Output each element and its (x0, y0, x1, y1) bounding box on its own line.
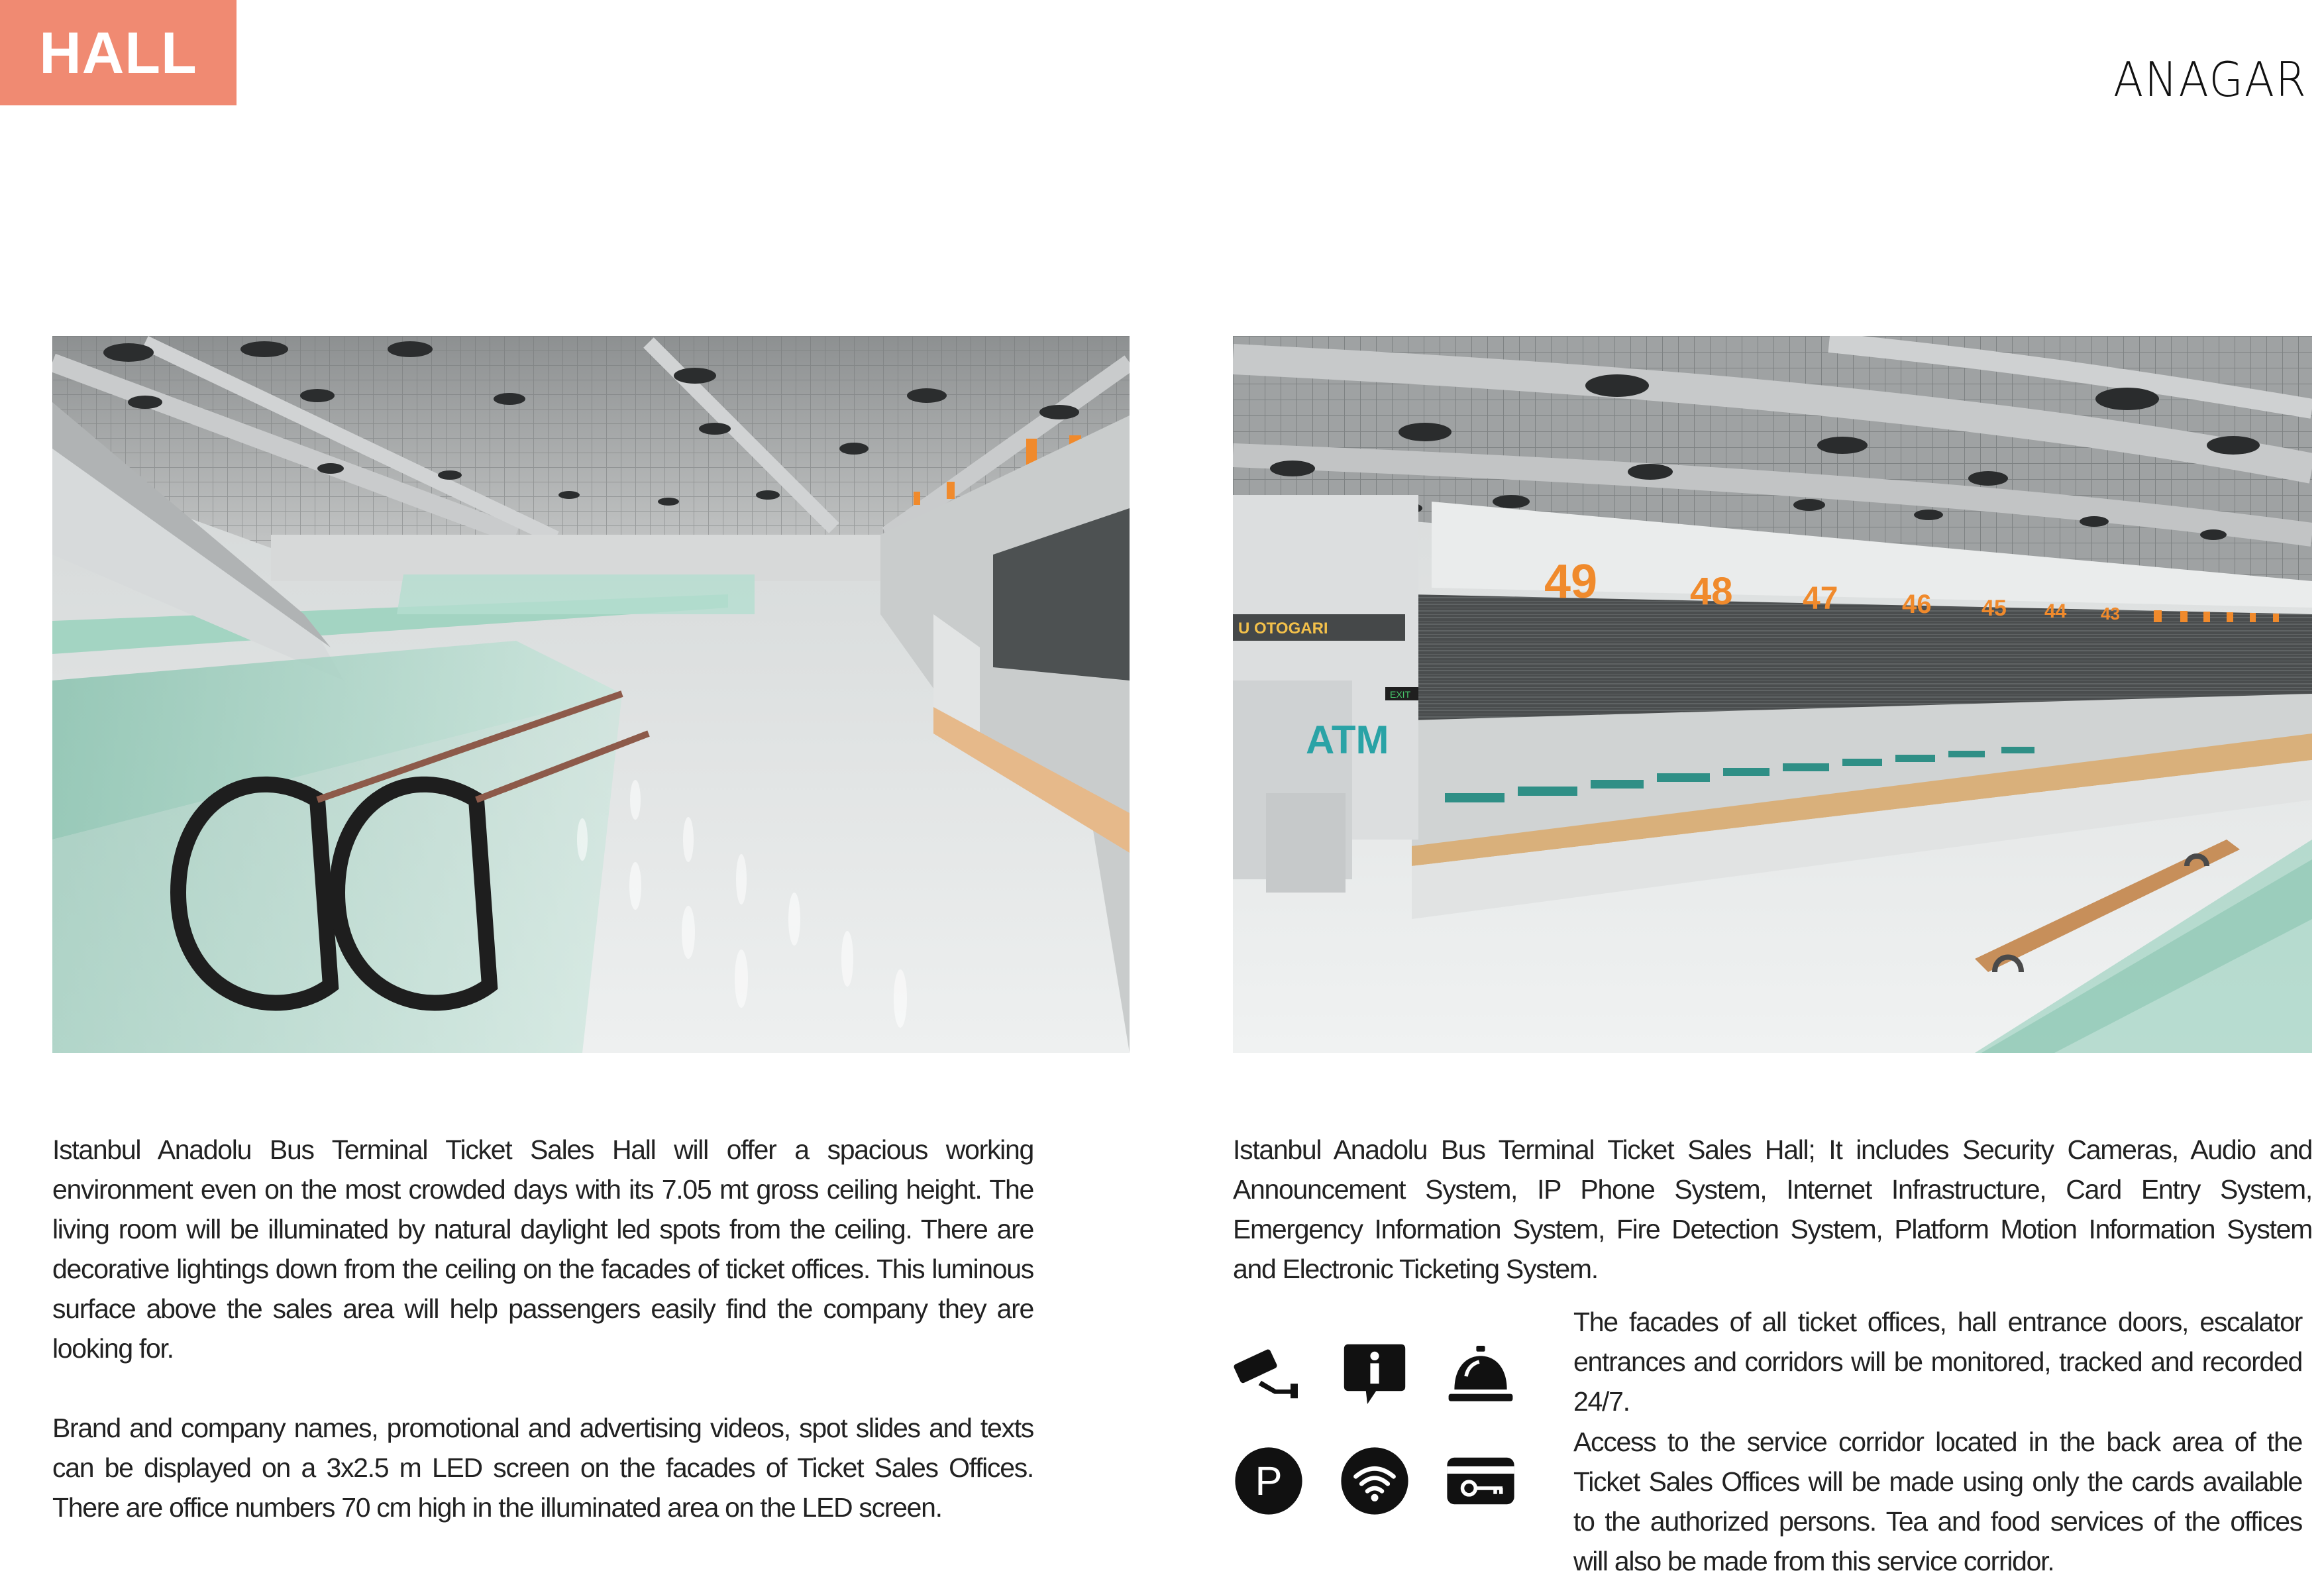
office-number: 43 (2101, 604, 2120, 624)
wifi-icon (1338, 1445, 1411, 1517)
hall-render-escalators (52, 336, 1130, 1053)
otogari-sign: U OTOGARI (1238, 620, 1328, 637)
ticket-offices-illustration (1233, 336, 2312, 1053)
escalator-hall-illustration (52, 336, 1130, 1053)
office-number: 47 (1803, 581, 1838, 616)
office-number: 48 (1690, 570, 1733, 613)
anagar-logo: ANAGAR (2113, 52, 2307, 107)
led-screen-paragraph: Brand and company names, promotional and advertising videos, spot slides and texts can be displayed on a 3x2.5 m LED screen on the facades of Ticket Sales Offices. There are office numbers 70 cm high in the illuminated area on the LED screen. (52, 1413, 1033, 1523)
key-card-icon (1444, 1445, 1517, 1517)
office-number: 44 (2044, 600, 2067, 622)
information-icon (1338, 1338, 1411, 1411)
parking-icon (1232, 1445, 1305, 1517)
office-number: 49 (1544, 555, 1598, 608)
svg-text:P: P (1255, 1458, 1283, 1504)
service-corridor-paragraph: Access to the service corridor located in the back area of the Ticket Sales Offices will be made using only the cards available to the authorized persons. Tea and food services of the offices will also be made from this service corridor. (1573, 1427, 2302, 1576)
facility-icons (1232, 1338, 1524, 1511)
hall-description-paragraph: Istanbul Anadolu Bus Terminal Ticket Sales Hall will offer a spacious working environment even on the most crowded days with its 7.05 mt gross ceiling height. The living room will be illuminated by natural daylight led spots from the ceiling. There are decorative lightings down from the ceiling on the facades of ticket offices. This luminous surface above the sales area will help passengers easily find the company they are looking for. (52, 1134, 1033, 1364)
atm-sign: ATM (1306, 718, 1389, 762)
security-camera-icon (1232, 1338, 1305, 1411)
office-number: 45 (1981, 596, 2007, 621)
systems-paragraph: Istanbul Anadolu Bus Terminal Ticket Sales Hall; It includes Security Cameras, Audio and Announcement System, IP Phone System, Internet Infrastructure, Card Entry System, Emergency Information System, Fire Detection System, Platform Motion Information System and Electronic Ticketing System. (1233, 1134, 2312, 1284)
exit-sign: EXIT (1390, 689, 1411, 700)
service-bell-icon (1444, 1338, 1517, 1411)
section-tab-hall: HALL (0, 0, 237, 105)
hall-render-ticket-offices (1233, 336, 2312, 1053)
office-number: 46 (1902, 590, 1932, 619)
monitoring-paragraph: The facades of all ticket offices, hall entrance doors, escalator entrances and corridors will be monitored, tracked and recorded 24/7. (1573, 1307, 2302, 1417)
